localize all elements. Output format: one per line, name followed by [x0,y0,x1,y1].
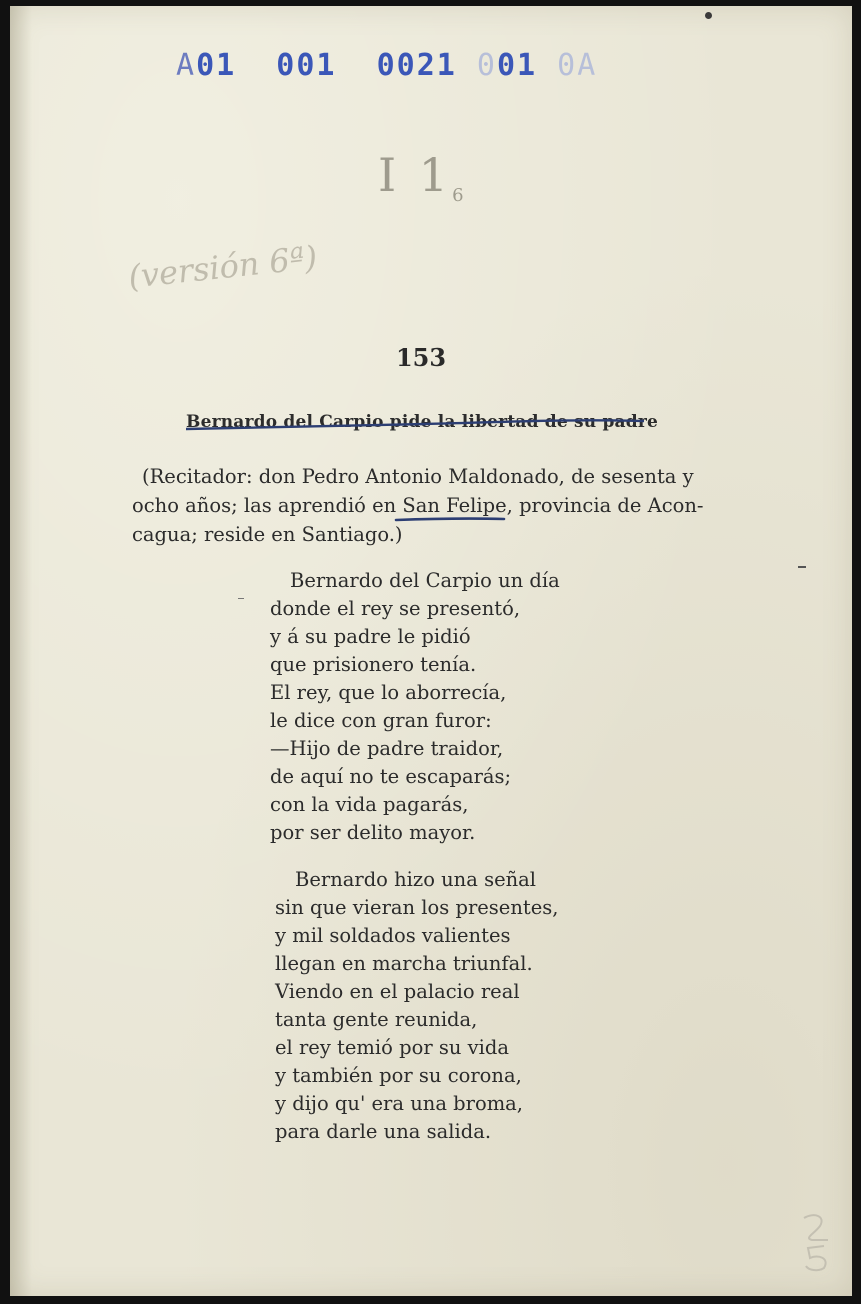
verse-line: sin que vieran los presentes, [275,896,559,919]
verse-line: por ser delito mayor. [270,821,476,844]
stamp-code: 01 001 0021 [196,48,457,83]
page-left-edge [10,6,32,1296]
verse-line: llegan en marcha triunfal. [275,952,533,975]
ink-dot [705,12,712,19]
intro-line-3: cagua; reside en Santiago.) [132,523,403,546]
verse-line: de aquí no te escaparás; [270,765,512,788]
reciter-note [132,462,712,549]
stanza-2 [275,866,559,1146]
verse-line: El rey, que lo aborrecía, [270,681,507,704]
verse-line: donde el rey se presentó, [270,597,521,620]
stamp-faint-mid: 0 [456,48,497,83]
pencil-code-sub: 6 [452,185,468,207]
verse-line: con la vida pagarás, [270,793,469,816]
intro-line-2-pre: ocho años; las aprendió en [132,494,403,517]
verse-line: le dice con gran furor: [270,709,492,732]
stamp-tail: 01 [497,48,538,83]
verse-line: el rey temió por su vida [275,1036,509,1059]
verse-line: y también por su corona, [275,1064,522,1087]
pencil-version-note: (versión 6ª) [126,238,320,296]
margin-tick [798,566,806,568]
intro-line-2-post: , provincia de Acon- [506,494,704,517]
verse-line: —Hijo de padre traidor, [270,737,504,760]
verse-line: y á su padre le pidió [270,625,471,648]
poem-title: Bernardo del Carpio pide la libertad de su padre [186,412,659,432]
intro-line-1: (Recitador: don Pedro Antonio Maldonado, de sesenta y [142,465,694,488]
verse-line: tanta gente reunida, [275,1008,478,1031]
pencil-code-main: I 1 [378,148,453,202]
margin-tick [238,598,244,599]
verse-line: Viendo en el palacio real [275,980,520,1003]
verse-line: y mil soldados valientes [275,924,511,947]
verse-line: Bernardo del Carpio un día [290,569,560,592]
page-number: 153 [395,343,447,372]
stamp-lead: A [176,48,197,83]
stamp-faint-end: 0A [537,48,598,83]
place-underline [394,511,506,525]
verse-line: Bernardo hizo una señal [295,868,537,891]
verse-line: y dijo qu' era una broma, [275,1092,524,1115]
archive-stamp [176,48,597,83]
pencil-classification [378,148,468,206]
verse-line: que prisionero tenía. [270,653,477,676]
pencil-corner-mark [798,1210,838,1274]
intro-place: San Felipe [402,494,507,517]
verse-line: para darle una salida. [275,1120,492,1143]
stanza-1 [270,567,560,847]
title-strikethrough [186,418,644,434]
